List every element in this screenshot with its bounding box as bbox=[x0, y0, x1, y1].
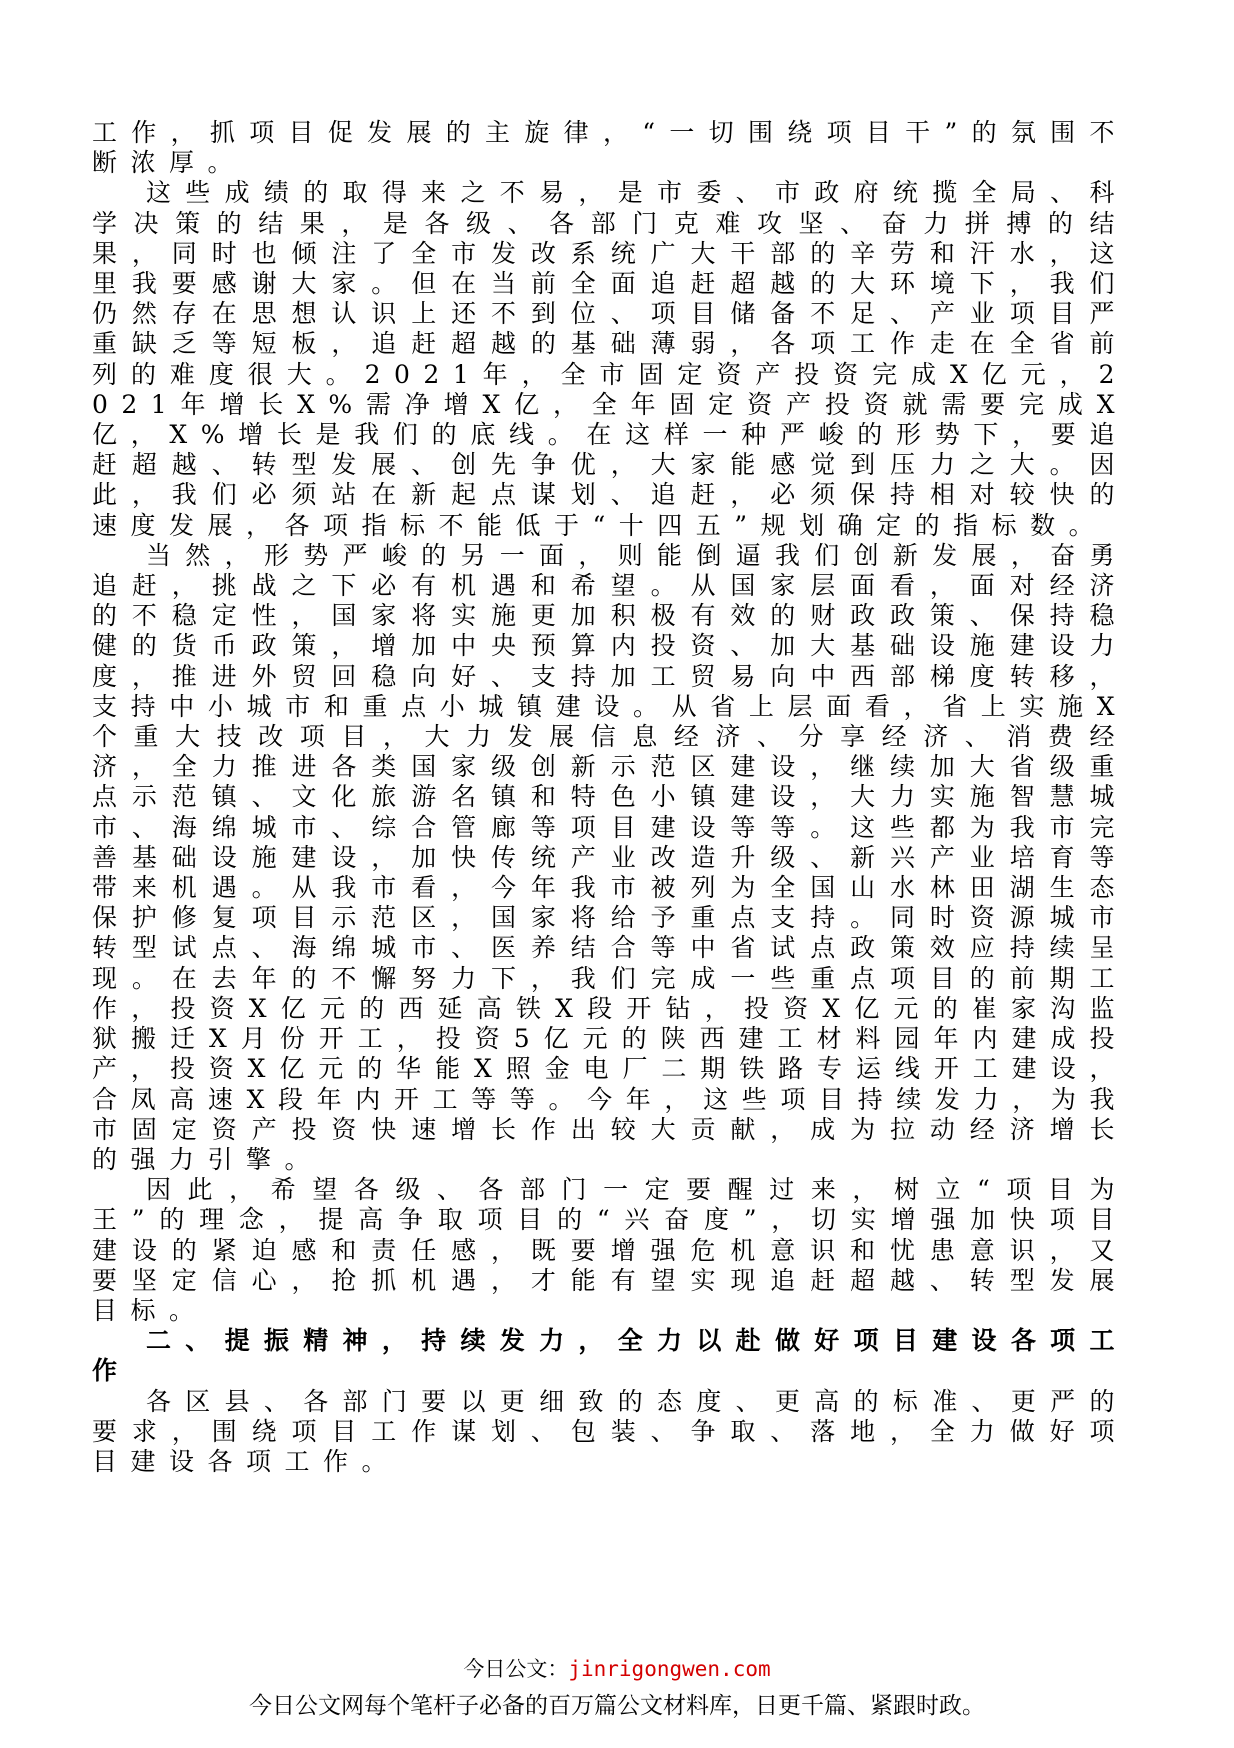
paragraph-continuation: 工作，抓项目促发展的主旋律，“一切围绕项目干”的氛围不断浓厚。 bbox=[92, 118, 1128, 178]
document-body bbox=[92, 118, 1128, 1477]
paragraph-call-to-action: 因此，希望各级、各部门一定要醒过来，树立“项目为王”的理念，提高争取项目的“兴奋度”，切实增强加快项目建设的紧迫感和责任感，既要增强危机意识和忧患意识，又要坚定信心，抢抓机遇，才能有望实现追赶超越、转型发展目标。 bbox=[92, 1175, 1128, 1325]
paragraph-opportunities: 当然，形势严峻的另一面，则能倒逼我们创新发展，奋勇追赶，挑战之下必有机遇和希望。从国家层面看，面对经济的不稳定性，国家将实施更加积极有效的财政政策、保持稳健的货币政策，增加中央预算内投资、加大基础设施建设力度，推进外贸回稳向好、支持加工贸易向中西部梯度转移，支持中小城市和重点小城镇建设。从省上层面看，省上实施X个重大技改项目，大力发展信息经济、分享经济、消费经济，全力推进各类国家级创新示范区建设，继续加大省级重点示范镇、文化旅游名镇和特色小镇建设，大力实施智慧城市、海绵城市、综合管廊等项目建设等等。这些都为我市完善基础设施建设，加快传统产业改造升级、新兴产业培育等带来机遇。从我市看，今年我市被列为全国山水林田湖生态保护修复项目示范区，国家将给予重点支持。同时资源城市转型试点、海绵城市、医养结合等中省试点政策效应持续呈现。在去年的不懈努力下，我们完成一些重点项目的前期工作，投资X亿元的西延高铁X段开钻，投资X亿元的崔家沟监狱搬迁X月份开工，投资5亿元的陕西建工材料园年内建成投产，投资X亿元的华能X照金电厂二期铁路专运线开工建设，合凤高速X段年内开工等等。今年，这些项目持续发力，为我市固定资产投资快速增长作出较大贡献，成为拉动经济增长的强力引擎。 bbox=[92, 540, 1128, 1174]
footer-slogan: 今日公文网每个笔杆子必备的百万篇公文材料库，日更千篇、紧跟时政。 bbox=[249, 1693, 985, 1719]
paragraph-achievements: 这些成绩的取得来之不易，是市委、市政府统揽全局、科学决策的结果，是各级、各部门克难攻坚、奋力拼搏的结果，同时也倾注了全市发改系统广大干部的辛劳和汗水，这里我要感谢大家。但在当前全面追赶超越的大环境下，我们仍然存在思想认识上还不到位、项目储备不足、产业项目严重缺乏等短板，追赶超越的基础薄弱，各项工作走在全省前列的难度很大。2021年，全市固定资产投资完成X亿元，2021年增长X%需净增X亿，全年固定资产投资就需要完成X亿，X%增长是我们的底线。在这样一种严峻的形势下，要追赶超越、转型发展、创先争优，大家能感觉到压力之大。因此，我们必须站在新起点谋划、追赶，必须保持相对较快的速度发展，各项指标不能低于“十四五”规划确定的指标数。 bbox=[92, 178, 1128, 540]
footer-source-line bbox=[0, 1654, 1234, 1684]
footer-url-link[interactable]: jinrigongwen.com bbox=[568, 1657, 771, 1681]
section-heading: 二、提振精神，持续发力，全力以赴做好项目建设各项工作 bbox=[92, 1326, 1128, 1386]
footer-label: 今日公文： bbox=[463, 1657, 569, 1681]
footer bbox=[0, 1654, 1234, 1722]
paragraph-section-intro: 各区县、各部门要以更细致的态度、更高的标准、更严的要求，围绕项目工作谋划、包装、争取、落地，全力做好项目建设各项工作。 bbox=[92, 1386, 1128, 1476]
